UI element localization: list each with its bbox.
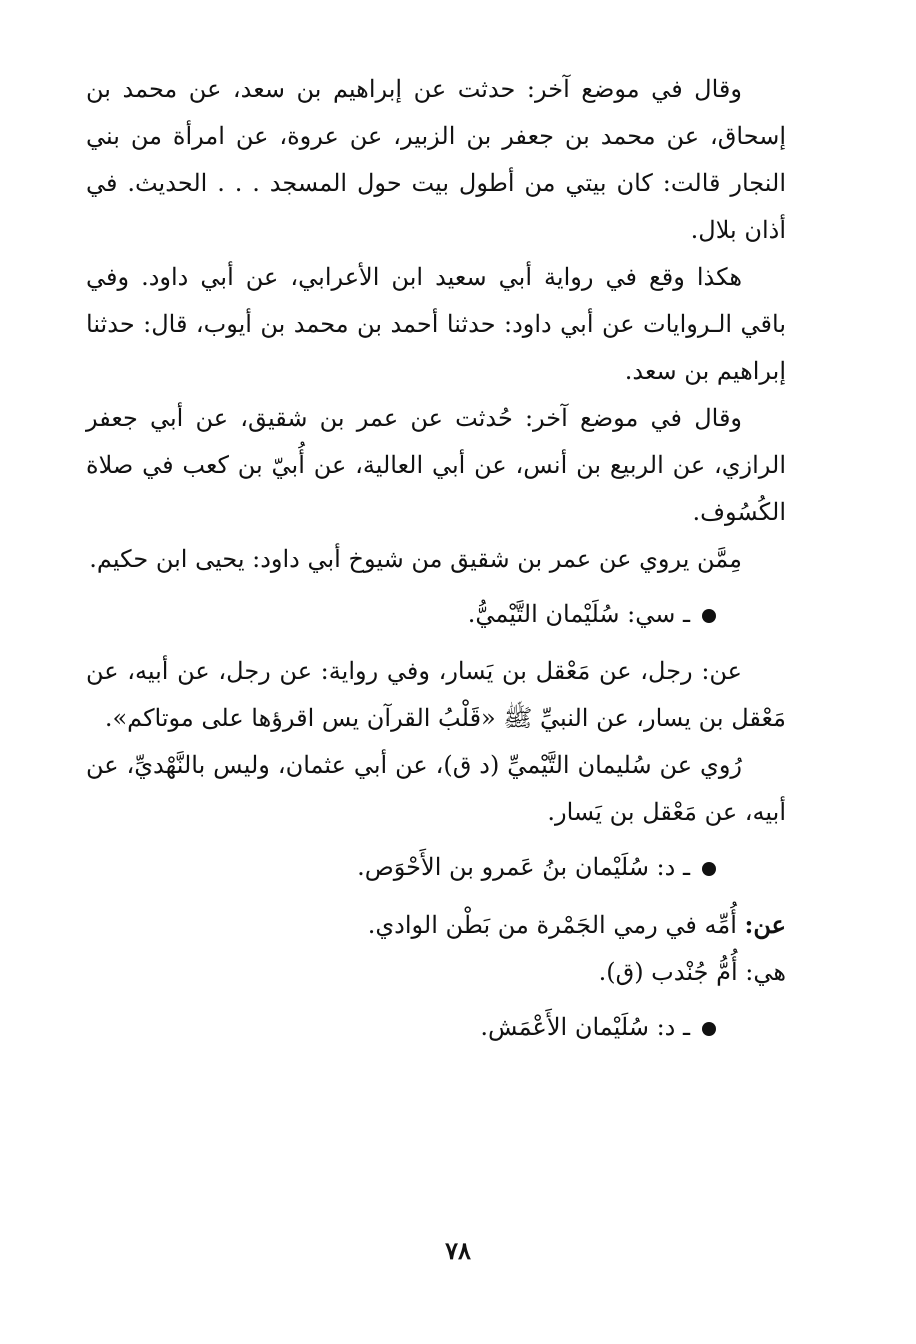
label-an: عن: [744, 910, 786, 939]
paragraph-narrators: مِمَّن يروي عن عمر بن شقيق من شيوخ أبي داود: يحيى ابن حكيم. [89, 545, 742, 573]
entry-heading-sulayman-amash [86, 1004, 786, 1051]
entry-heading-sulayman-taymi [86, 591, 786, 638]
paragraph-transmission-chain-2: وقال في موضع آخر: حُدثت عن عمر بن شقيق، عن أبي جعفر الرازي، عن الربيع بن أنس، عن أبي العالية، عن أُبيّ بن كعب في صلاة الكُسُوف. [86, 404, 786, 526]
entry2-she-text: أُمُّ جُنْدب (ق). [598, 958, 738, 986]
bullet-icon [702, 609, 716, 623]
entry2-from-line [86, 901, 786, 949]
paragraph-entry1-note: رُوي عن سُليمان التَّيْميِّ (د ق)، عن أبي عثمان، وليس بالنَّهْديِّ، عن أبيه، عن مَعْقل بن يَسار. [86, 751, 786, 826]
paragraph-transmission-chain-1: وقال في موضع آخر: حدثت عن إبراهيم بن سعد، عن محمد بن إسحاق، عن محمد بن جعفر بن الزبير، عن عروة، عن امرأة من بني النجار قالت: كان بيتي من أطول بيت حول المسجد . . . الحديث. في أذان بلال. [86, 75, 786, 244]
paragraph-entry1-hadith: عن: رجل، عن مَعْقل بن يَسار، وفي رواية: عن رجل، عن أبيه، عن مَعْقل بن يسار، عن النبيِّ ﷺ «قَلْبُ القرآن يس اقرؤها على موتاكم». [86, 657, 786, 732]
label-hiya: هي: [745, 958, 786, 986]
paragraph-narration-note: هكذا وقع في رواية أبي سعيد ابن الأعرابي، عن أبي داود. وفي باقي الـروايات عن أبي داود: حدثنا أحمد بن محمد بن أيوب، قال: حدثنا إبراهيم بن سعد. [86, 263, 786, 385]
page-number: ٧٨ [445, 1236, 471, 1265]
entry-heading-text: ـ د: سُلَيْمان الأَعْمَش. [480, 1013, 690, 1041]
entry-heading-text: ـ د: سُلَيْمان بنُ عَمرو بن الأَحْوَص. [357, 853, 690, 881]
entry2-from-text: أُمِّه في رمي الجَمْرة من بَطْن الوادي. [367, 911, 737, 939]
entry-heading-text: ـ سي: سُلَيْمان التَّيْميُّ. [467, 600, 690, 628]
entry-heading-sulayman-ibn-amr [86, 844, 786, 891]
bullet-icon [702, 862, 716, 876]
text-column [86, 66, 786, 1051]
entry2-she-line [86, 949, 786, 996]
bullet-icon [702, 1022, 716, 1036]
